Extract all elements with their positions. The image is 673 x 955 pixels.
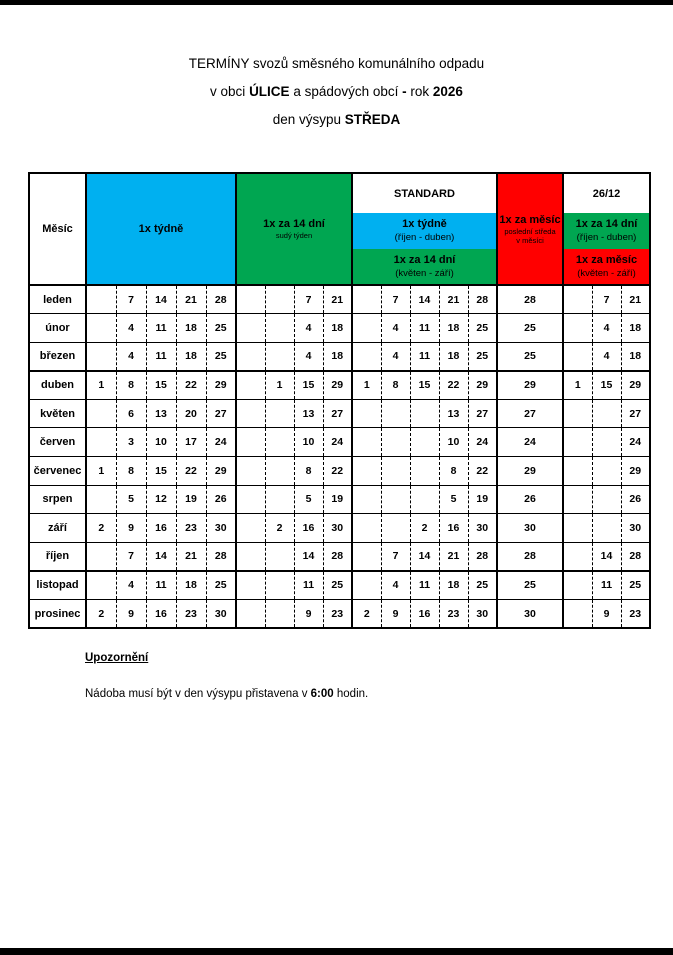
table-row bbox=[29, 600, 650, 629]
biweekly-date-cell: 18 bbox=[323, 314, 352, 343]
village-name: ÚLICE bbox=[249, 84, 290, 99]
year-value: 2026 bbox=[432, 84, 463, 99]
standard-date-cell bbox=[352, 457, 381, 486]
column-header-standard-title: STANDARD bbox=[352, 173, 497, 213]
biweekly-date-cell bbox=[265, 428, 294, 457]
biweekly-date-cell bbox=[265, 285, 294, 314]
column-header-2612-title: 26/12 bbox=[563, 173, 650, 213]
biweekly-date-cell bbox=[236, 314, 265, 343]
collection-day: STŘEDA bbox=[344, 112, 401, 127]
standard-date-cell: 28 bbox=[468, 285, 497, 314]
notes-body-text: Nádoba musí být v den výsypu přistavena v bbox=[85, 688, 311, 700]
weekly-date-cell: 8 bbox=[116, 457, 146, 486]
weekly-date-cell: 22 bbox=[176, 371, 206, 400]
weekly-date-cell: 11 bbox=[146, 571, 176, 600]
s2612-date-cell: 18 bbox=[621, 314, 650, 343]
biweekly-sub-label: sudý týden bbox=[275, 231, 313, 240]
month-cell: únor bbox=[45, 321, 70, 334]
table-row bbox=[29, 399, 650, 428]
month-cell: červen bbox=[39, 436, 76, 449]
notes-time-value: 6:00 bbox=[310, 688, 334, 700]
s2612-date-cell bbox=[592, 428, 621, 457]
standard-date-cell: 21 bbox=[439, 542, 468, 571]
biweekly-date-cell: 21 bbox=[323, 285, 352, 314]
standard-date-cell: 11 bbox=[410, 571, 439, 600]
s2612-date-cell bbox=[592, 457, 621, 486]
weekly-date-cell: 19 bbox=[176, 485, 206, 514]
table-row bbox=[29, 285, 650, 314]
title-line-3-text: den výsypu bbox=[272, 112, 345, 127]
column-header-month: Měsíc bbox=[42, 223, 73, 235]
s2612-date-cell: 24 bbox=[621, 428, 650, 457]
standard-date-cell bbox=[381, 514, 410, 543]
weekly-date-cell: 25 bbox=[206, 314, 236, 343]
monthly-date-cell: 28 bbox=[497, 542, 563, 571]
standard-date-cell: 29 bbox=[468, 371, 497, 400]
weekly-date-cell: 18 bbox=[176, 314, 206, 343]
table-row bbox=[29, 514, 650, 543]
s2612-date-cell: 29 bbox=[621, 371, 650, 400]
biweekly-date-cell: 24 bbox=[323, 428, 352, 457]
schedule-body bbox=[29, 285, 650, 628]
standard-date-cell: 4 bbox=[381, 342, 410, 371]
weekly-date-cell bbox=[86, 542, 116, 571]
standard-date-cell: 1 bbox=[352, 371, 381, 400]
standard-date-cell: 19 bbox=[468, 485, 497, 514]
title-line-3 bbox=[0, 106, 673, 134]
notes-body bbox=[85, 688, 368, 700]
biweekly-date-cell: 8 bbox=[294, 457, 323, 486]
weekly-date-cell: 15 bbox=[146, 371, 176, 400]
biweekly-date-cell bbox=[265, 571, 294, 600]
s2612-date-cell bbox=[563, 399, 592, 428]
weekly-date-cell: 29 bbox=[206, 457, 236, 486]
biweekly-date-cell bbox=[236, 428, 265, 457]
s2612-date-cell: 28 bbox=[621, 542, 650, 571]
biweekly-date-cell: 7 bbox=[294, 285, 323, 314]
weekly-date-cell: 6 bbox=[116, 399, 146, 428]
biweekly-date-cell: 28 bbox=[323, 542, 352, 571]
s2612-date-cell bbox=[563, 514, 592, 543]
s2612-date-cell bbox=[563, 285, 592, 314]
s2612-date-cell bbox=[563, 428, 592, 457]
weekly-date-cell: 3 bbox=[116, 428, 146, 457]
standard-date-cell bbox=[352, 542, 381, 571]
standard-date-cell: 30 bbox=[468, 514, 497, 543]
biweekly-date-cell bbox=[265, 542, 294, 571]
s2612-date-cell bbox=[563, 457, 592, 486]
title-line-2-text: v obci bbox=[210, 84, 250, 99]
month-cell: prosinec bbox=[34, 607, 81, 620]
weekly-date-cell: 1 bbox=[86, 457, 116, 486]
biweekly-date-cell: 27 bbox=[323, 399, 352, 428]
standard-date-cell: 30 bbox=[468, 600, 497, 629]
weekly-date-cell bbox=[86, 314, 116, 343]
standard-date-cell bbox=[410, 485, 439, 514]
biweekly-date-cell bbox=[236, 542, 265, 571]
standard-green-main-label: 1x za 14 dní bbox=[393, 253, 456, 266]
biweekly-date-cell bbox=[236, 399, 265, 428]
biweekly-date-cell bbox=[236, 600, 265, 629]
weekly-date-cell: 24 bbox=[206, 428, 236, 457]
s2612-date-cell bbox=[563, 571, 592, 600]
standard-date-cell bbox=[352, 285, 381, 314]
s2612-date-cell bbox=[563, 342, 592, 371]
standard-date-cell: 4 bbox=[381, 571, 410, 600]
weekly-date-cell: 29 bbox=[206, 371, 236, 400]
weekly-date-cell: 17 bbox=[176, 428, 206, 457]
standard-date-cell: 22 bbox=[439, 371, 468, 400]
standard-date-cell: 16 bbox=[439, 514, 468, 543]
biweekly-date-cell: 11 bbox=[294, 571, 323, 600]
standard-date-cell bbox=[352, 571, 381, 600]
monthly-date-cell: 30 bbox=[497, 514, 563, 543]
s2612-date-cell: 4 bbox=[592, 342, 621, 371]
standard-date-cell: 4 bbox=[381, 314, 410, 343]
weekly-date-cell: 18 bbox=[176, 571, 206, 600]
weekly-date-cell: 2 bbox=[86, 514, 116, 543]
monthly-date-cell: 29 bbox=[497, 457, 563, 486]
table-row bbox=[29, 542, 650, 571]
standard-date-cell: 18 bbox=[439, 342, 468, 371]
s2612-date-cell: 25 bbox=[621, 571, 650, 600]
biweekly-date-cell bbox=[265, 457, 294, 486]
biweekly-date-cell: 1 bbox=[265, 371, 294, 400]
biweekly-date-cell: 4 bbox=[294, 342, 323, 371]
standard-date-cell: 15 bbox=[410, 371, 439, 400]
standard-date-cell: 11 bbox=[410, 314, 439, 343]
weekly-date-cell: 27 bbox=[206, 399, 236, 428]
biweekly-date-cell: 19 bbox=[323, 485, 352, 514]
weekly-date-cell: 4 bbox=[116, 571, 146, 600]
standard-date-cell bbox=[352, 399, 381, 428]
standard-date-cell bbox=[352, 342, 381, 371]
weekly-date-cell: 2 bbox=[86, 600, 116, 629]
weekly-date-cell: 11 bbox=[146, 342, 176, 371]
biweekly-date-cell bbox=[236, 485, 265, 514]
weekly-date-cell: 12 bbox=[146, 485, 176, 514]
standard-date-cell bbox=[352, 428, 381, 457]
month-cell: duben bbox=[41, 379, 74, 392]
biweekly-date-cell: 16 bbox=[294, 514, 323, 543]
biweekly-date-cell: 15 bbox=[294, 371, 323, 400]
biweekly-date-cell: 4 bbox=[294, 314, 323, 343]
title-line-2 bbox=[0, 78, 673, 106]
s2612-date-cell: 23 bbox=[621, 600, 650, 629]
band-2612-green-main-label: 1x za 14 dní bbox=[575, 218, 638, 230]
table-row bbox=[29, 342, 650, 371]
weekly-date-cell: 30 bbox=[206, 600, 236, 629]
title-line-2-text3: rok bbox=[406, 84, 433, 99]
biweekly-date-cell: 23 bbox=[323, 600, 352, 629]
standard-date-cell: 2 bbox=[410, 514, 439, 543]
s2612-date-cell: 1 bbox=[563, 371, 592, 400]
s2612-date-cell bbox=[592, 399, 621, 428]
standard-date-cell: 2 bbox=[352, 600, 381, 629]
weekly-date-cell: 21 bbox=[176, 542, 206, 571]
standard-date-cell: 27 bbox=[468, 399, 497, 428]
monthly-date-cell: 25 bbox=[497, 342, 563, 371]
standard-blue-main-label: 1x týdně bbox=[402, 218, 447, 230]
monthly-date-cell: 25 bbox=[497, 314, 563, 343]
title-line-1: TERMÍNY svozů směsného komunálního odpadu bbox=[188, 56, 485, 71]
s2612-date-cell: 27 bbox=[621, 399, 650, 428]
biweekly-date-cell: 5 bbox=[294, 485, 323, 514]
monthly-date-cell: 26 bbox=[497, 485, 563, 514]
standard-date-cell: 11 bbox=[410, 342, 439, 371]
biweekly-date-cell bbox=[265, 600, 294, 629]
standard-date-cell bbox=[410, 428, 439, 457]
weekly-date-cell bbox=[86, 399, 116, 428]
weekly-date-cell: 4 bbox=[116, 342, 146, 371]
weekly-date-cell: 10 bbox=[146, 428, 176, 457]
biweekly-date-cell bbox=[265, 342, 294, 371]
weekly-date-cell: 16 bbox=[146, 514, 176, 543]
weekly-date-cell: 7 bbox=[116, 542, 146, 571]
page-top-border bbox=[0, 0, 673, 5]
standard-date-cell: 25 bbox=[468, 571, 497, 600]
s2612-date-cell bbox=[592, 514, 621, 543]
table-row bbox=[29, 571, 650, 600]
document-title bbox=[0, 50, 673, 134]
standard-date-cell bbox=[352, 514, 381, 543]
s2612-date-cell: 21 bbox=[621, 285, 650, 314]
weekly-date-cell: 14 bbox=[146, 542, 176, 571]
s2612-date-cell bbox=[563, 314, 592, 343]
weekly-date-cell: 11 bbox=[146, 314, 176, 343]
standard-date-cell: 21 bbox=[439, 285, 468, 314]
standard-date-cell: 14 bbox=[410, 285, 439, 314]
standard-date-cell: 25 bbox=[468, 342, 497, 371]
notes-body-text2: hodin. bbox=[333, 688, 369, 700]
month-cell: leden bbox=[43, 293, 72, 306]
biweekly-date-cell: 25 bbox=[323, 571, 352, 600]
weekly-date-cell: 14 bbox=[146, 285, 176, 314]
band-2612-red-main-label: 1x za měsíc bbox=[575, 253, 638, 266]
s2612-date-cell bbox=[592, 485, 621, 514]
monthly-date-cell: 29 bbox=[497, 371, 563, 400]
weekly-date-cell: 26 bbox=[206, 485, 236, 514]
column-header-biweekly bbox=[236, 173, 352, 285]
weekly-date-cell: 1 bbox=[86, 371, 116, 400]
weekly-date-cell bbox=[86, 342, 116, 371]
biweekly-date-cell bbox=[265, 399, 294, 428]
monthly-date-cell: 27 bbox=[497, 399, 563, 428]
standard-green-band bbox=[352, 249, 497, 285]
weekly-date-cell bbox=[86, 485, 116, 514]
column-header-monthly bbox=[497, 173, 563, 285]
s2612-date-cell: 7 bbox=[592, 285, 621, 314]
column-header-weekly: 1x týdně bbox=[86, 173, 236, 285]
biweekly-date-cell bbox=[236, 285, 265, 314]
band-2612-green bbox=[563, 213, 650, 249]
standard-date-cell bbox=[410, 457, 439, 486]
standard-date-cell: 7 bbox=[381, 542, 410, 571]
month-cell: březen bbox=[39, 350, 76, 363]
month-cell: říjen bbox=[45, 550, 70, 563]
biweekly-date-cell bbox=[236, 342, 265, 371]
monthly-date-cell: 30 bbox=[497, 600, 563, 629]
standard-date-cell: 28 bbox=[468, 542, 497, 571]
band-2612-red bbox=[563, 249, 650, 285]
biweekly-main-label: 1x za 14 dní bbox=[263, 218, 325, 230]
biweekly-date-cell bbox=[265, 485, 294, 514]
s2612-date-cell: 9 bbox=[592, 600, 621, 629]
monthly-main-label: 1x za měsíc bbox=[499, 213, 561, 226]
standard-green-sub-label: (květen - září) bbox=[395, 267, 454, 279]
standard-date-cell: 16 bbox=[410, 600, 439, 629]
month-cell: květen bbox=[40, 407, 75, 420]
title-line-2-text2: a spádových obcí bbox=[289, 84, 403, 99]
s2612-date-cell: 29 bbox=[621, 457, 650, 486]
weekly-date-cell: 13 bbox=[146, 399, 176, 428]
biweekly-date-cell: 9 bbox=[294, 600, 323, 629]
monthly-date-cell: 24 bbox=[497, 428, 563, 457]
band-2612-green-sub-label: (říjen - duben) bbox=[576, 232, 637, 243]
monthly-date-cell: 25 bbox=[497, 571, 563, 600]
weekly-date-cell: 21 bbox=[176, 285, 206, 314]
standard-date-cell bbox=[381, 457, 410, 486]
standard-date-cell: 24 bbox=[468, 428, 497, 457]
schedule-table bbox=[28, 172, 651, 629]
table-row bbox=[29, 428, 650, 457]
weekly-date-cell: 20 bbox=[176, 399, 206, 428]
s2612-date-cell: 15 bbox=[592, 371, 621, 400]
standard-date-cell: 10 bbox=[439, 428, 468, 457]
monthly-sub-label-2: v měsíci bbox=[516, 235, 544, 245]
standard-date-cell bbox=[352, 314, 381, 343]
weekly-date-cell: 28 bbox=[206, 285, 236, 314]
standard-date-cell: 14 bbox=[410, 542, 439, 571]
page-bottom-border bbox=[0, 948, 673, 955]
weekly-date-cell: 4 bbox=[116, 314, 146, 343]
standard-date-cell bbox=[381, 485, 410, 514]
biweekly-date-cell bbox=[236, 457, 265, 486]
weekly-date-cell: 5 bbox=[116, 485, 146, 514]
standard-date-cell bbox=[381, 399, 410, 428]
standard-blue-band bbox=[352, 213, 497, 249]
s2612-date-cell: 18 bbox=[621, 342, 650, 371]
standard-blue-sub-label: (říjen - duben) bbox=[394, 232, 455, 243]
biweekly-date-cell: 13 bbox=[294, 399, 323, 428]
notes-section bbox=[85, 652, 368, 700]
weekly-date-cell: 18 bbox=[176, 342, 206, 371]
band-2612-red-sub-label: (květen - září) bbox=[577, 267, 636, 279]
biweekly-date-cell: 29 bbox=[323, 371, 352, 400]
standard-date-cell: 22 bbox=[468, 457, 497, 486]
schedule-table-wrapper bbox=[28, 172, 651, 629]
biweekly-date-cell bbox=[236, 514, 265, 543]
weekly-date-cell: 25 bbox=[206, 571, 236, 600]
weekly-date-cell bbox=[86, 428, 116, 457]
biweekly-date-cell: 30 bbox=[323, 514, 352, 543]
standard-date-cell: 7 bbox=[381, 285, 410, 314]
s2612-date-cell: 4 bbox=[592, 314, 621, 343]
biweekly-date-cell bbox=[236, 371, 265, 400]
biweekly-date-cell: 14 bbox=[294, 542, 323, 571]
s2612-date-cell bbox=[563, 485, 592, 514]
biweekly-date-cell: 2 bbox=[265, 514, 294, 543]
weekly-date-cell: 9 bbox=[116, 514, 146, 543]
weekly-date-cell: 9 bbox=[116, 600, 146, 629]
standard-date-cell: 9 bbox=[381, 600, 410, 629]
monthly-date-cell: 28 bbox=[497, 285, 563, 314]
standard-date-cell bbox=[352, 485, 381, 514]
biweekly-date-cell bbox=[265, 314, 294, 343]
standard-date-cell: 13 bbox=[439, 399, 468, 428]
table-row bbox=[29, 371, 650, 400]
table-row bbox=[29, 314, 650, 343]
weekly-date-cell: 23 bbox=[176, 600, 206, 629]
s2612-date-cell: 30 bbox=[621, 514, 650, 543]
standard-date-cell: 8 bbox=[381, 371, 410, 400]
weekly-date-cell: 23 bbox=[176, 514, 206, 543]
standard-date-cell: 25 bbox=[468, 314, 497, 343]
weekly-date-cell bbox=[86, 571, 116, 600]
weekly-date-cell: 15 bbox=[146, 457, 176, 486]
monthly-sub-label-1: poslední středa bbox=[504, 226, 556, 236]
month-cell: listopad bbox=[36, 579, 79, 592]
weekly-date-cell: 25 bbox=[206, 342, 236, 371]
notes-heading: Upozornění bbox=[85, 652, 149, 664]
biweekly-date-cell: 18 bbox=[323, 342, 352, 371]
biweekly-date-cell: 10 bbox=[294, 428, 323, 457]
month-cell: červenec bbox=[33, 464, 82, 477]
s2612-date-cell: 14 bbox=[592, 542, 621, 571]
weekly-date-cell: 22 bbox=[176, 457, 206, 486]
weekly-date-cell: 28 bbox=[206, 542, 236, 571]
weekly-date-cell: 30 bbox=[206, 514, 236, 543]
table-row bbox=[29, 485, 650, 514]
standard-date-cell: 18 bbox=[439, 571, 468, 600]
standard-date-cell bbox=[381, 428, 410, 457]
weekly-date-cell: 7 bbox=[116, 285, 146, 314]
s2612-date-cell bbox=[563, 542, 592, 571]
standard-date-cell: 5 bbox=[439, 485, 468, 514]
standard-date-cell: 8 bbox=[439, 457, 468, 486]
s2612-date-cell bbox=[563, 600, 592, 629]
weekly-date-cell bbox=[86, 285, 116, 314]
biweekly-date-cell: 22 bbox=[323, 457, 352, 486]
weekly-date-cell: 16 bbox=[146, 600, 176, 629]
month-cell: srpen bbox=[42, 493, 73, 506]
table-row bbox=[29, 457, 650, 486]
title-dash: - bbox=[402, 84, 407, 99]
standard-date-cell bbox=[410, 399, 439, 428]
s2612-date-cell: 26 bbox=[621, 485, 650, 514]
biweekly-date-cell bbox=[236, 571, 265, 600]
standard-date-cell: 18 bbox=[439, 314, 468, 343]
standard-date-cell: 23 bbox=[439, 600, 468, 629]
s2612-date-cell: 11 bbox=[592, 571, 621, 600]
month-cell: září bbox=[48, 522, 67, 535]
weekly-date-cell: 8 bbox=[116, 371, 146, 400]
